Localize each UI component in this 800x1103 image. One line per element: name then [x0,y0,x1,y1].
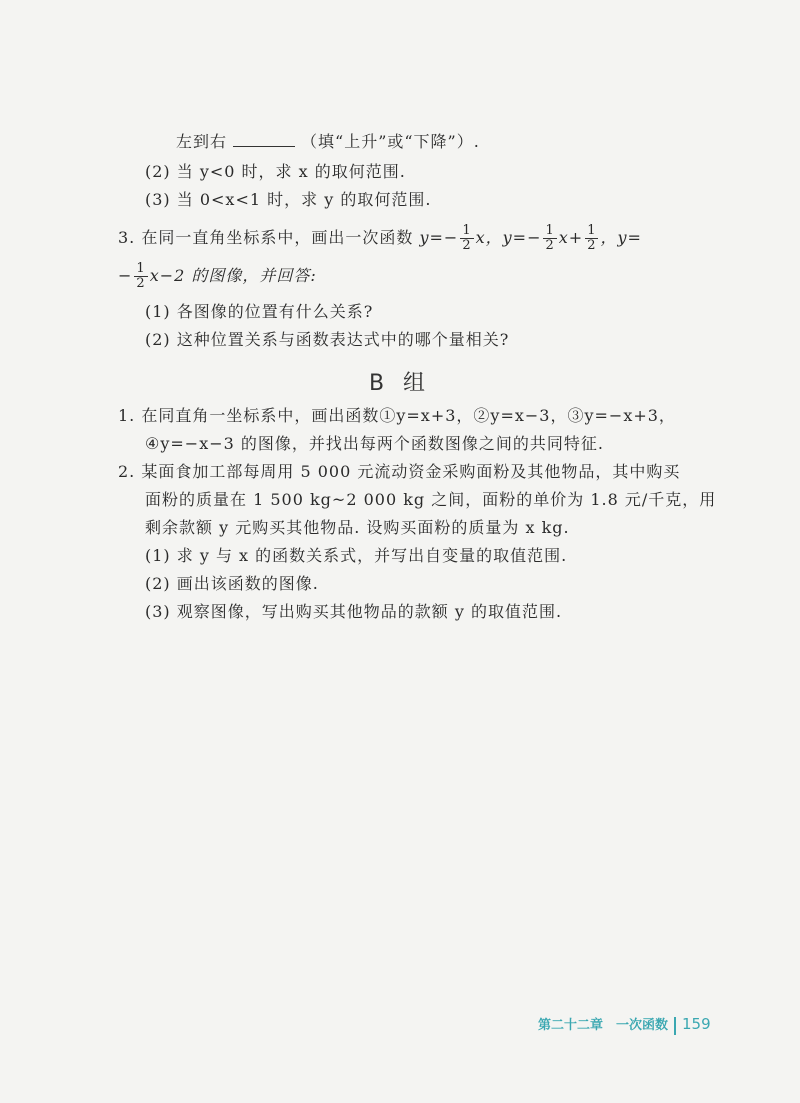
frac-num: 1 [545,223,555,238]
item3-expr-c: x+ [558,228,584,247]
frac-num: 1 [587,223,597,238]
frac-num: 1 [136,261,146,276]
fraction-half-3 [585,224,598,253]
page-number: 159 [682,1015,711,1033]
b-question-2-line-1: 2. 某面食加工部每周用 5 000 元流动资金采购面粉及其他物品，其中购买 [118,462,681,481]
frac-den: 2 [136,276,146,291]
frac-den: 2 [462,238,472,253]
fraction-half-4 [134,262,147,291]
b-question-2-sub-3: (3) 观察图像，写出购买其他物品的款额 y 的取值范围. [145,602,563,621]
answer-line-1 [176,130,480,154]
item3-expr-a: y=− [419,228,459,247]
frac-den: 2 [587,238,597,253]
b-question-2-line-2: 面粉的质量在 1 500 kg~2 000 kg 之间，面粉的单价为 1.8 元/千克，用 [145,490,717,509]
line1-prefix: 左到右 [176,132,228,151]
fraction-half-2 [543,224,556,253]
item-3-sub-2: (2) 这种位置关系与函数表达式中的哪个量相关? [145,330,510,349]
item3-expr-b: x，y=− [475,228,542,247]
frac-num: 1 [462,223,472,238]
question-3: (3) 当 0<x<1 时，求 y 的取何范围. [145,190,432,209]
question-2: (2) 当 y<0 时，求 x 的取何范围. [145,162,406,181]
b-question-1-line-1: 1. 在同直角一坐标系中，画出函数①y=x+3，②y=x−3，③y=−x+3， [118,406,676,425]
footer-divider [674,1017,676,1035]
chapter-title: 第二十二章 一次函数 [538,1018,669,1033]
item-3-line-2 [118,262,317,291]
item3-line2-rest: x−2 的图像，并回答: [149,266,317,285]
b-question-1-line-2: ④y=−x−3 的图像，并找出每两个函数图像之间的共同特征. [145,434,604,453]
b-question-2-line-3: 剩余款额 y 元购买其他物品. 设购买面粉的质量为 x kg. [145,518,570,537]
item3-prefix: 3. 在同一直角坐标系中，画出一次函数 [118,228,414,247]
b-question-2-sub-2: (2) 画出该函数的图像. [145,574,319,593]
item-3-line-1 [118,224,642,253]
fraction-half-1 [460,224,473,253]
b-question-2-sub-1: (1) 求 y 与 x 的函数关系式，并写出自变量的取值范围. [145,546,568,565]
item3-expr-d: ，y= [600,228,642,247]
fill-blank [233,132,295,147]
line1-suffix: （填“上升”或“下降”）. [301,132,480,151]
page-footer [538,1014,711,1035]
item3-line2-start: − [118,266,133,285]
item-3-sub-1: (1) 各图像的位置有什么关系? [145,302,374,321]
group-b-heading: B 组 [368,371,432,396]
frac-den: 2 [545,238,555,253]
